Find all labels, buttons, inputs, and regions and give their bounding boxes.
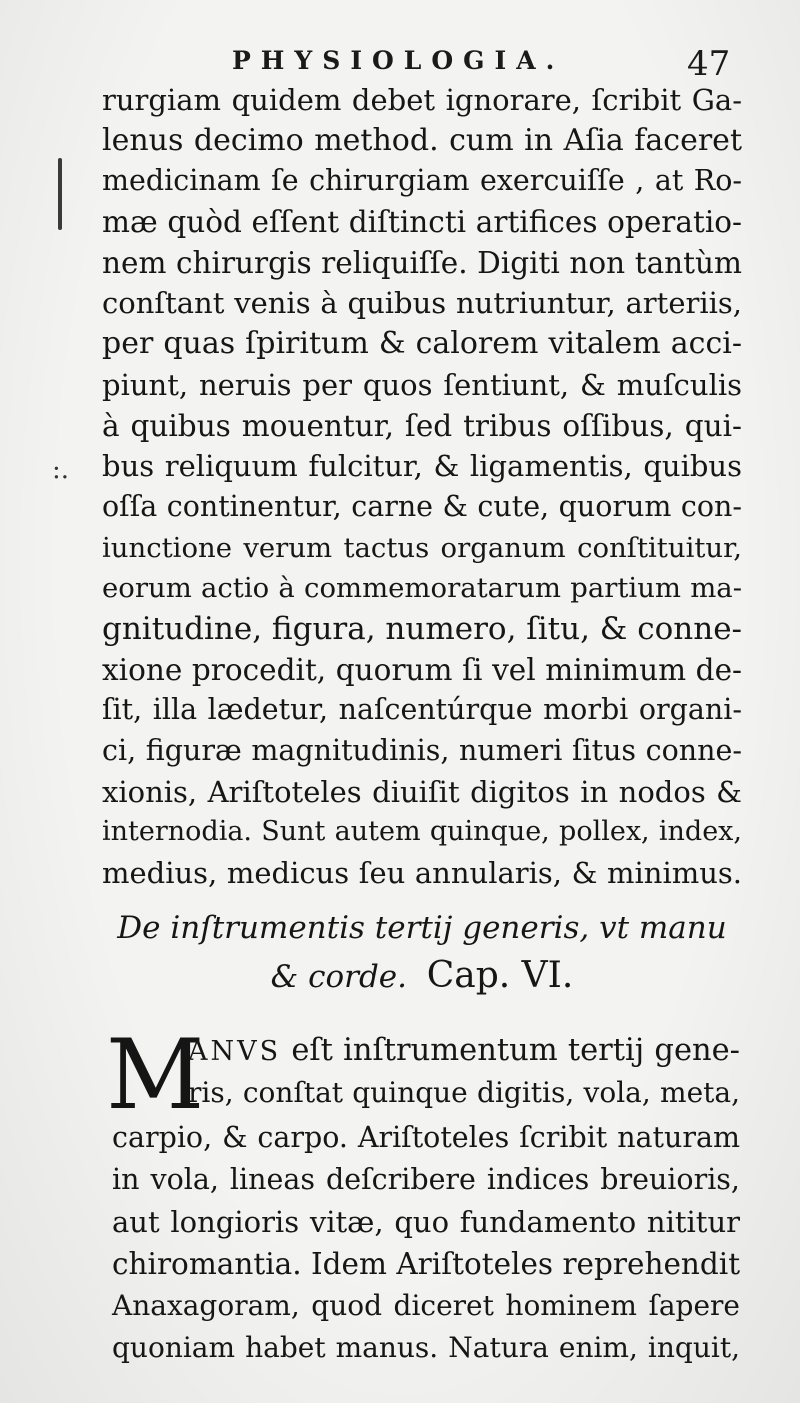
chapter-number: Cap. VI. [426, 955, 574, 996]
text-line: nem chirurgis reliquiſſe. Digiti non tantùm [102, 245, 742, 280]
text-line: in vola, lineas deſcribere indices breuioris, [112, 1163, 740, 1196]
text-line: xione procedit, quorum ſi vel minimum de- [102, 652, 742, 687]
chapter-heading-line-1: De inſtrumentis tertij generis, vt manu [117, 910, 727, 946]
text-line: medius, medicus ſeu annularis, & minimus. [102, 856, 742, 891]
body-paragraph [102, 80, 742, 894]
text-line: gnitudine, figura, numero, ſitu, & conne- [102, 610, 743, 647]
text-line: rurgiam quidem debet ignorare, ſcribit Ga- [102, 83, 742, 117]
page-number: 47 [687, 44, 731, 84]
text-line: à quibus mouentur, ſed tribus oſſibus, qui- [102, 408, 742, 443]
text-line: xionis, Ariſtoteles diuiſit digitos in nodos & [102, 774, 742, 809]
text-line: ris, conſtat quinque digitis, vola, meta, [188, 1076, 740, 1109]
text-line: quoniam habet manus. Natura enim, inquit, [112, 1331, 740, 1364]
text-line: chiromantia. Idem Ariſtoteles reprehendit [112, 1247, 741, 1281]
text-line: per quas ſpiritum & calorem vitalem acci- [102, 326, 742, 362]
text-line: mæ quòd eſſent diſtincti artifices operatio- [102, 205, 742, 240]
text-fragment: eſt inſtrumentum tertij gene- [291, 1033, 740, 1068]
text-line: lenus decimo method. cum in Aſia faceret [102, 122, 742, 158]
chapter-heading-line-2 [102, 952, 742, 999]
text-line [188, 1030, 740, 1072]
chapter-heading [102, 905, 742, 999]
text-line: oſſa continentur, carne & cute, quorum con- [102, 489, 742, 523]
text-line: bus reliquum fulcitur, & ligamentis, quibus [102, 449, 742, 484]
text-line: conſtant venis à quibus nutriuntur, arteriis, [102, 286, 742, 321]
text-line: carpio, & carpo. Ariſtoteles ſcribit naturam [112, 1121, 740, 1154]
margin-pencil-mark [58, 158, 62, 230]
running-head [0, 44, 800, 84]
text-line: ſit, illa lædetur, naſcentúrque morbi organi- [102, 693, 742, 727]
text-line: Anaxagoram, quod diceret hominem ſapere [112, 1289, 740, 1322]
text-line: medicinam ſe chirurgiam exercuiſſe , at Ro- [102, 164, 742, 198]
section-paragraph [112, 1117, 740, 1369]
text-line: internodia. Sunt autem quinque, pollex, index, [102, 816, 742, 848]
drop-cap: M [106, 1019, 205, 1131]
text-line: iunctione verum tactus organum conſtituitur, [102, 531, 742, 564]
chapter-heading-italic: & corde. [270, 959, 407, 995]
section-opening [188, 1030, 740, 1114]
text-line: aut longioris vitæ, quo fundamento nititur [112, 1205, 740, 1239]
text-line: eorum actio à commemoratarum partium ma- [102, 572, 742, 605]
text-line: ci, figuræ magnitudinis, numeri ſitus conne- [102, 734, 742, 767]
text-line: piunt, neruis per quos ſentiunt, & muſculis [102, 367, 742, 402]
running-title: PHYSIOLOGIA. [232, 46, 565, 75]
smallcaps-word: ANVS [188, 1036, 282, 1067]
margin-dots: :. [52, 455, 70, 485]
